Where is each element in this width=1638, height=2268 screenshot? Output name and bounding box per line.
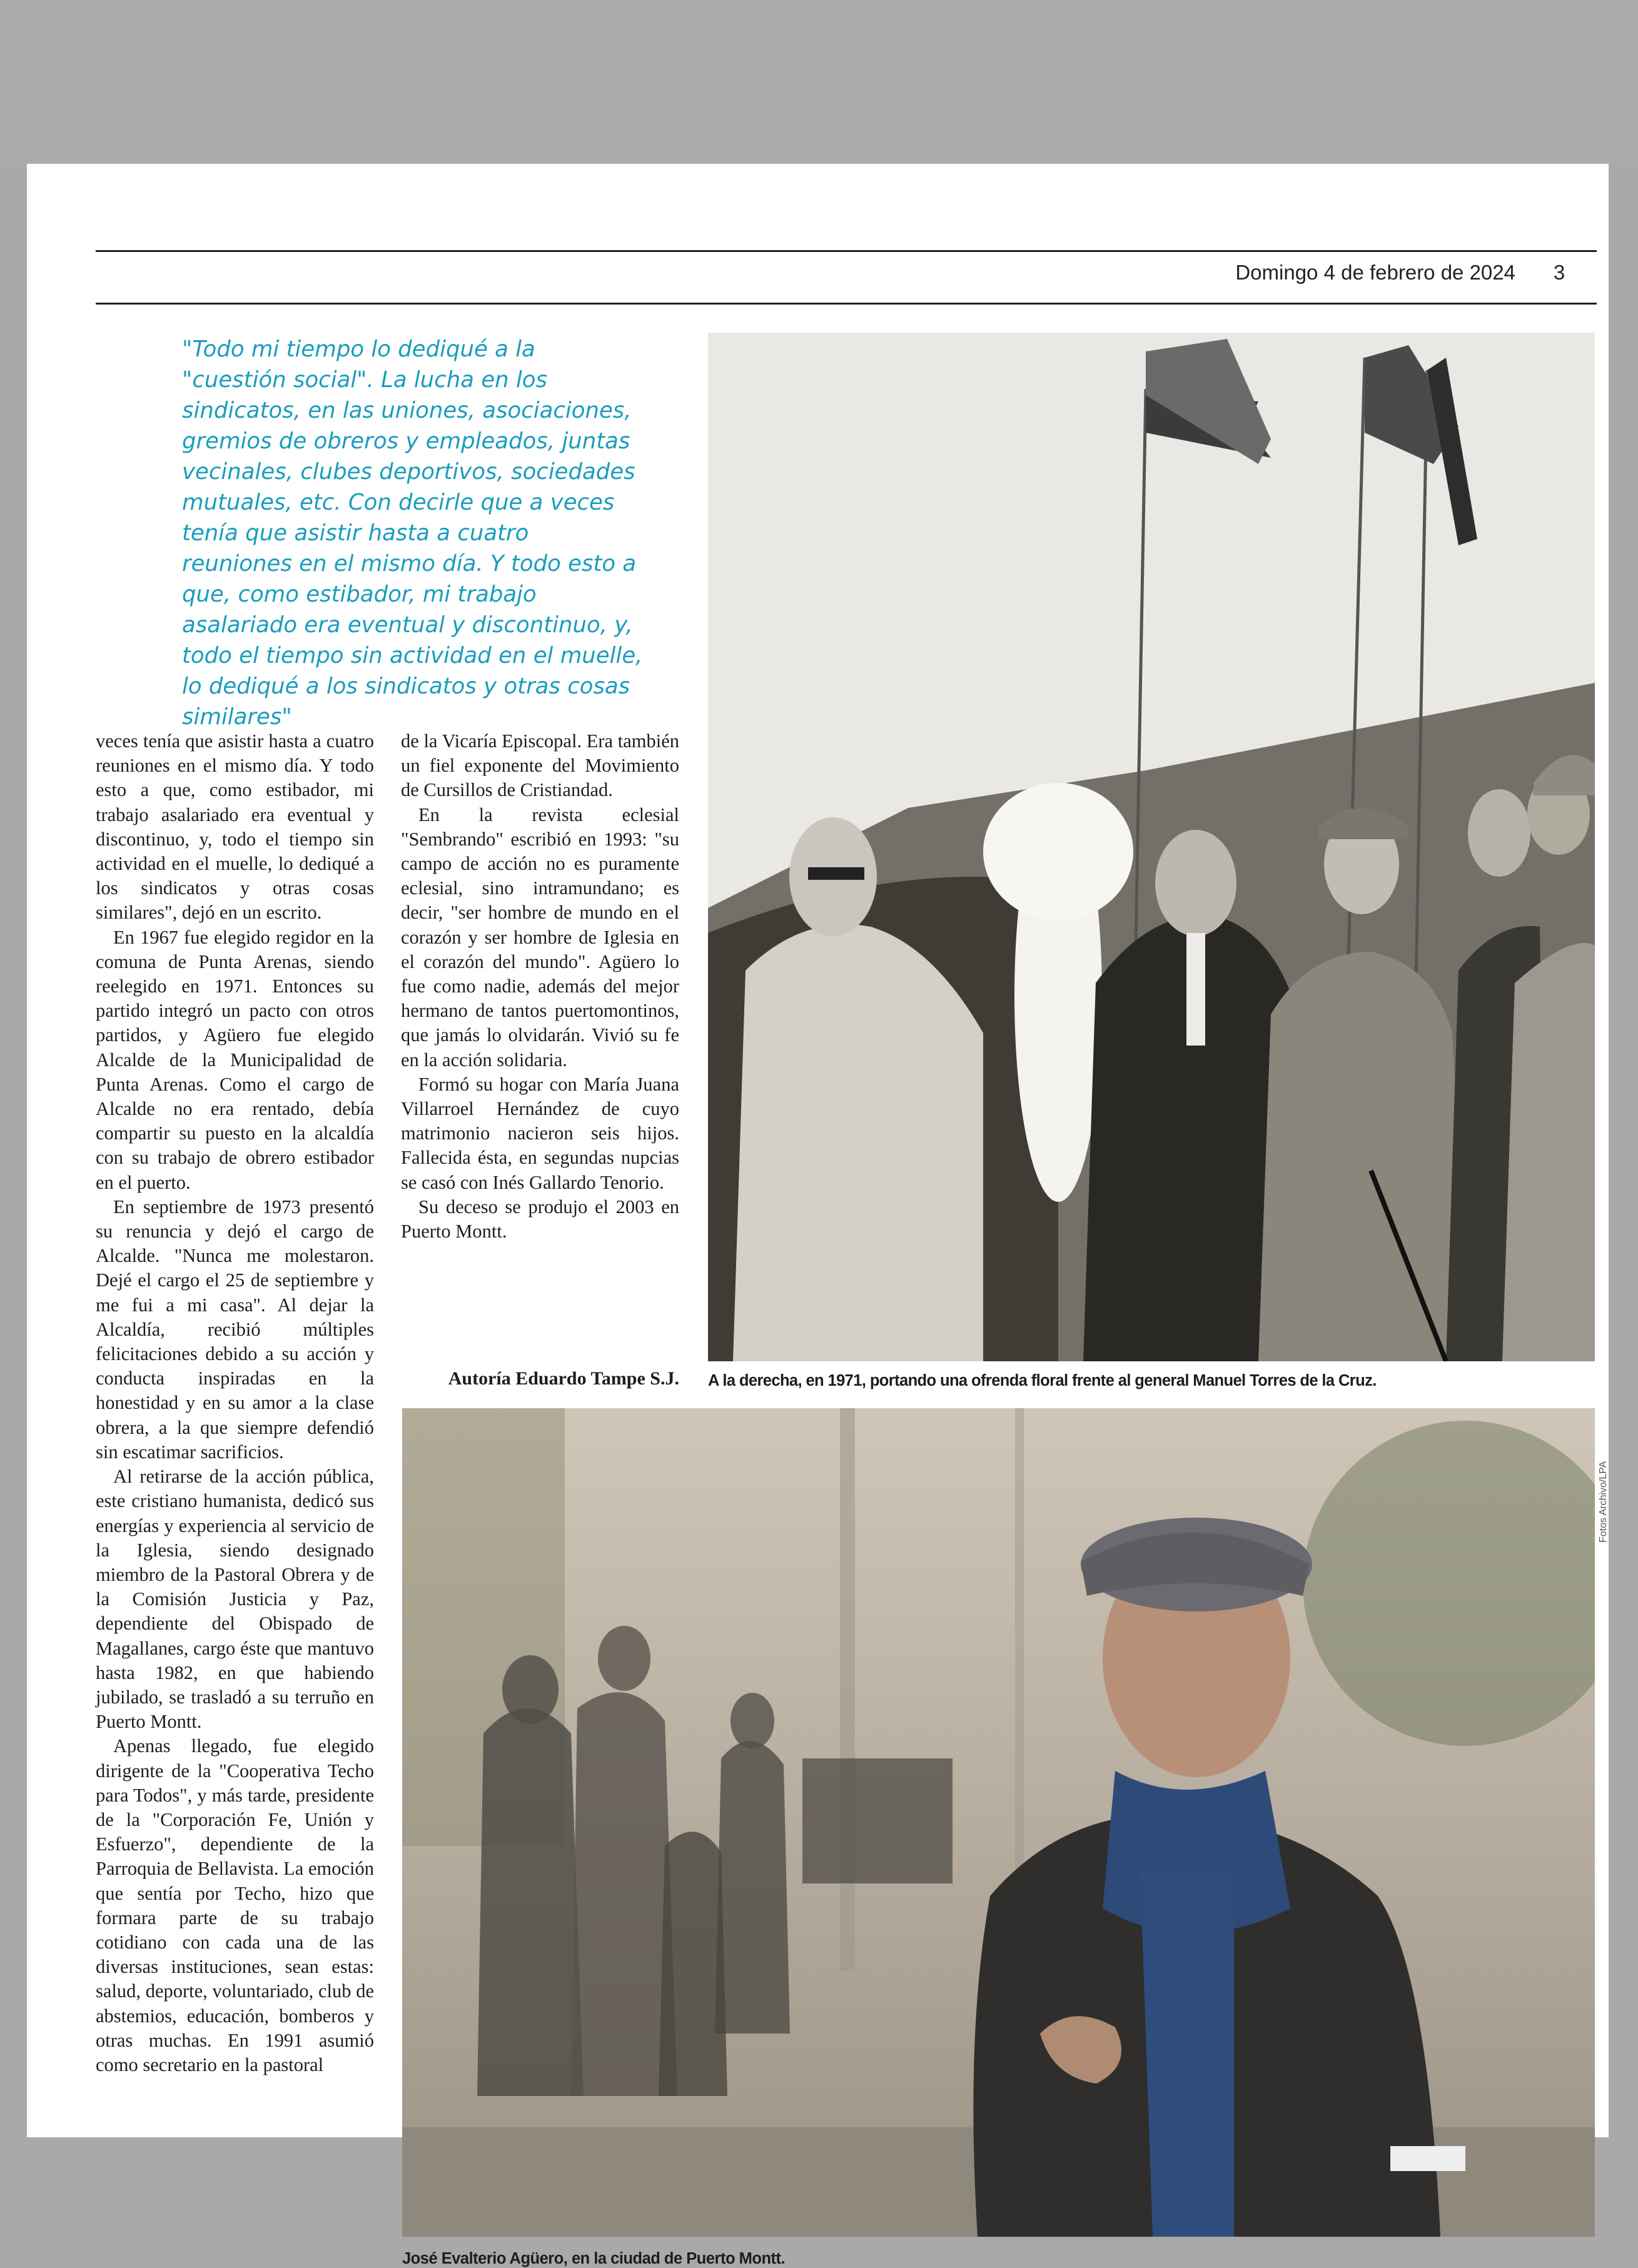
paragraph: En septiembre de 1973 presentó su renuncia y dejó el cargo de Alcalde. "Nunca me molestaron. Dejé el cargo el 25 de septiembre y me fui a mi casa". Al dejar la Alcaldía, recibió múltiples felicitaciones debido a su acción y conducta inspiradas en la honestidad y en su amor a la clase obrera, a la que siempre defendió sin escatimar sacrificios. [96,1196,374,1463]
article-column-2 [401,729,679,1244]
newspaper-page [27,164,1609,2267]
paragraph: Formó su hogar con María Juana Villarroel Hernández de cuyo matrimonio nacieron seis hijos. Fallecida ésta, en segundas nupcias se casó con Inés Gallardo Tenorio. [401,1073,679,1193]
paragraph: En la revista eclesial "Sembrando" escribió en 1993: "su campo de acción no es puramente eclesial, sino intramundano; es decir, "ser hombre de mundo en el corazón y ser hombre de Iglesia en el corazón del mundo". Agüero lo fue como nadie, además del mejor hermano de tantos puertomontinos, que jamás lo olvidarán. Vivió su fe en la acción solidaria. [401,804,679,1071]
archive-photo-1971 [708,333,1595,1361]
paragraph: de la Vicaría Episcopal. Era también un fiel exponente del Movimiento de Cursillos de Cristiandad. [401,730,679,801]
portrait-photo [402,1408,1595,2237]
photo-1-caption: A la derecha, en 1971, portando una ofrenda floral frente al general Manuel Torres de la Cruz. [708,1372,1377,1389]
archive-photo-illustration [708,333,1595,1361]
top-margin [0,0,1638,164]
header-date: Domingo 4 de febrero de 2024 [1235,261,1515,284]
pull-quote: "Todo mi tiempo lo dediqué a la "cuestión social". La lucha en los sindicatos, en las uniones, asociaciones, gremios de obreros y empleados, juntas vecinales, clubes deportivos, sociedades mutuales, etc. Con decirle que a veces tenía que asistir hasta a cuatro reuniones en el mismo día. Y todo esto a que, como estibador, mi trabajo asalariado era eventual y discontinuo, y, todo el tiempo sin actividad en el muelle, lo dediqué a los sindicatos y otras cosas similares" [182,336,643,730]
photo-2-caption: José Evalterio Agüero, en la ciudad de Puerto Montt. [402,2250,786,2267]
header-rule-top [96,250,1597,252]
header-rule-bottom [96,303,1597,305]
paragraph: Apenas llegado, fue elegido dirigente de la "Cooperativa Techo para Todos", y más tarde, presidente de la "Corporación Fe, Unión y Esfuerzo", dependiente de la Parroquia de Bellavista. La emoción que sentía por Techo, hizo que formara parte de su trabajo cotidiano con cada una de las diversas instituciones, sean estas: salud, deporte, voluntariado, club de abstemios, educación, bomberos y otras muchas. En 1991 asumió como secretario en la pastoral [96,1735,374,2075]
photo-credit: Fotos Archivo/LPA [1598,1461,1609,1543]
paragraph: Al retirarse de la acción pública, este cristiano humanista, dedicó sus energías y experiencia al servicio de la Iglesia, siendo designado miembro de la Pastoral Obrera y de la Comisión Justicia y Paz, dependiente del Obispado de Magallanes, cargo éste que mantuvo hasta 1982, en que habiendo jubilado, se trasladó a su terruño en Puerto Montt. [96,1466,374,1733]
paragraph: Su deceso se produjo el 2003 en Puerto Montt. [401,1196,679,1242]
paragraph: veces tenía que asistir hasta a cuatro reuniones en el mismo día. Y todo esto a que, como estibador, mi trabajo asalariado era eventual y discontinuo, y, todo el tiempo sin actividad en el muelle, lo dediqué a los sindicatos y otras cosas similares", dejó en un escrito. [96,730,374,924]
byline: Autoría Eduardo Tampe S.J. [448,1368,679,1389]
page-number: 3 [1553,261,1565,284]
paragraph: En 1967 fue elegido regidor en la comuna de Punta Arenas, siendo reelegido en 1971. Entonces su partido integró un pacto con otros partidos, y Agüero fue elegido Alcalde de la Municipalidad de Punta Arenas. Como el cargo de Alcalde no era rentado, debía compartir su puesto en la alcaldía con su trabajo de obrero estibador en el puerto. [96,926,374,1193]
portrait-photo-illustration [402,1408,1595,2237]
article-column-1 [96,729,374,2077]
